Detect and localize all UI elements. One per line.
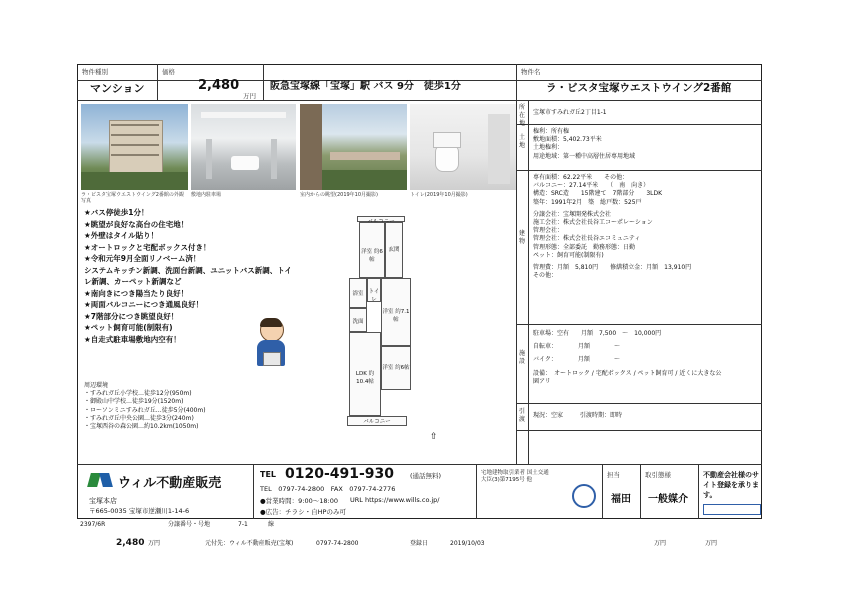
parking-photo — [191, 104, 296, 190]
floorplan-room: 玄関 — [385, 222, 403, 278]
deal-type: 一般媒介 — [648, 494, 688, 505]
land-details — [533, 128, 635, 161]
tel-fax: TEL 0797-74-2800 FAX 0797-74-2776 — [260, 485, 396, 493]
business-hours: ●営業時間：9:00～18:00 — [260, 497, 338, 505]
feature-item: ★バス停徒歩1分！ — [84, 208, 149, 217]
divider — [77, 464, 762, 465]
floorplan-room: トイレ — [367, 278, 381, 302]
feature-item: ★ペット飼育可能(制限有) — [84, 323, 173, 332]
license-text: 宅地建物取引業者 国土交通大臣(3)第7195号 他 — [481, 470, 549, 483]
divider — [157, 64, 158, 100]
surroundings-item: ・すみれガ丘中央公園…徒歩3分(240m) — [84, 414, 194, 422]
building-row: 築年：1991年2月 築 総戸数：525戸 — [533, 198, 642, 206]
toilet-photo — [410, 104, 516, 190]
building-row: バルコニー：27.14平米 （ 南 向き） — [533, 182, 650, 190]
divider — [263, 64, 264, 100]
feature-item: ★南向きにつき陽当たり良好！ — [84, 288, 189, 298]
building-row: 管理費：月額 5,810円 修繕積立金：月額 13,910円 — [533, 264, 692, 272]
association-seal-icon — [572, 484, 596, 508]
land-label: 土地 — [518, 134, 525, 149]
name-label: 物件名 — [521, 68, 541, 76]
site-badge — [703, 504, 761, 515]
staff-label: 担当 — [607, 471, 620, 479]
building-row: 管理形態：全部委託 勤務形態：日勤 — [533, 243, 636, 251]
building-details — [533, 174, 691, 280]
feature-item: ★令和元年9月全面リノベーム済！ — [84, 254, 201, 263]
branch-address: 〒665-0035 宝塚市逆瀬川1-14-6 — [89, 507, 190, 515]
tel-label: TEL — [260, 470, 277, 479]
facility-row: 園アリ — [533, 377, 551, 385]
divider — [602, 464, 603, 519]
feature-item: ★7階部分につき眺望良好！ — [84, 311, 179, 321]
land-row: 用途地域：第一種中高層住居専用地域 — [533, 152, 636, 160]
divider — [516, 403, 762, 404]
staff-name: 福田 — [611, 494, 631, 505]
divider — [698, 464, 699, 519]
divider — [516, 124, 762, 125]
floor-plan — [343, 216, 419, 444]
photo-caption: トイレ(2019年10月撮影) — [410, 192, 468, 198]
price-unit: 万円 — [243, 92, 256, 100]
bottom-price-unit: 万円 — [148, 540, 161, 547]
divider — [476, 464, 477, 519]
type-value: マンション — [90, 82, 145, 95]
divider — [516, 324, 762, 325]
divider — [77, 100, 762, 101]
promo-text: 不動産会社様のサイト登録を承ります。 — [703, 471, 759, 499]
north-arrow-icon: ⇧ — [430, 432, 438, 442]
current-status: 現況：空家 — [533, 412, 564, 419]
building-row: その他： — [533, 272, 558, 280]
facility-row: 設備： オートロック / 宅配ボックス / ペット飼育可 / 近くに大きな公 — [533, 369, 722, 377]
building-row: ペット：飼育可能(制限有) — [533, 251, 604, 259]
land-row: 敷地面積：5,402.73平米 — [533, 136, 602, 144]
building-label: 建物 — [518, 230, 525, 245]
floorplan-room: 洋室 約7.1帖 — [381, 278, 411, 346]
branch-name: 宝塚本店 — [89, 497, 117, 505]
bottom-unit-a: 万円 — [654, 540, 667, 547]
facilities-label: 施設 — [518, 350, 525, 365]
company-logo — [89, 470, 115, 490]
photo-caption: ラ・ビスタ宝塚ウエストウイング2番館の外観写真 — [81, 192, 184, 204]
divider — [516, 100, 517, 464]
source-tel: 0797-74-2800 — [316, 540, 359, 547]
bottom-price: 2,480 — [116, 538, 145, 548]
building-row: 管理会社： — [533, 227, 564, 235]
building-row: 専有面積：62.22平米 その他： — [533, 174, 629, 181]
feature-item: ★自走式駐車場敷地内空有！ — [84, 334, 181, 344]
feature-item: システムキッチン新調、洗面台新調、ユニットバス新調、トイ — [84, 265, 292, 275]
divider — [640, 464, 641, 519]
facilities-details — [533, 330, 721, 386]
access-info: 阪急宝塚線「宝塚」駅 バス 9分 徒歩1分 — [270, 81, 461, 92]
bottom-unit-b: 万円 — [705, 540, 718, 547]
divider — [253, 464, 254, 519]
feature-item: ★眺望が良好な高台の住宅地！ — [84, 219, 189, 229]
lot-number: 7-1 — [238, 521, 248, 528]
floorplan-room: バルコニー — [347, 416, 407, 426]
divider — [516, 64, 517, 100]
photo-caption: 室内からの眺望(2019年10月撮影) — [300, 192, 378, 198]
surroundings-item: ・宝塚西谷の森公園…約10.2km(1050m) — [84, 423, 199, 431]
property-name: ラ・ビスタ宝塚ウエストウイング2番館 — [546, 82, 732, 94]
price-value: 2,480 — [198, 78, 240, 93]
feature-item: ★オートロックと宅配ボックス付き！ — [84, 242, 211, 252]
floorplan-room: 洋室 約6帖 — [359, 222, 385, 278]
feature-item: レ新調、カーペット新調など — [84, 277, 182, 286]
registered-label: 登録日 — [410, 540, 429, 547]
feature-item: ★外壁はタイル貼り！ — [84, 231, 159, 240]
surroundings-item: ・ローソンミニすみれガ丘…徒歩5分(400m) — [84, 406, 206, 414]
divider — [516, 430, 762, 431]
surroundings-item: ・御殿山中学校…徒歩19分(1520m) — [84, 398, 184, 406]
surroundings-title: 周辺環境 — [84, 382, 109, 389]
facility-row: バイク： 月額 ～ — [533, 356, 620, 364]
exterior-photo — [81, 104, 188, 190]
location-label: 所在地 — [518, 104, 525, 127]
floorplan-room: LDK 約10.4帖 — [349, 332, 381, 416]
land-row: 土地権利： — [533, 144, 564, 152]
floorplan-room: 洋室 約6帖 — [381, 346, 411, 390]
price-label: 価格 — [162, 68, 175, 76]
photo-caption: 敷地内駐車場 — [191, 192, 222, 198]
building-row: 管理会社：株式会社長谷エコミュニティ — [533, 235, 641, 243]
tel-note: (通話無料) — [410, 472, 442, 480]
location-value: 宝塚市すみれガ丘2丁目1-1 — [533, 109, 607, 116]
floorplan-room: 浴室 — [349, 278, 367, 308]
handover-timing: 引渡時期：即時 — [580, 412, 623, 419]
divider — [528, 100, 529, 464]
registered-date: 2019/10/03 — [450, 540, 485, 547]
deal-label: 取引態様 — [645, 471, 671, 479]
lot-number-label: 分譲番号・号地 — [168, 521, 211, 528]
building-row: 施工会社：株式会社長谷工コーポレーション — [533, 219, 653, 227]
facility-row: 自転車： 月額 ～ — [533, 343, 621, 351]
ad-note: ●広告：チラシ・自HPのみ可 — [260, 508, 346, 516]
source-agent: 元付先：ウィル不動産販売(宝塚) — [205, 540, 294, 547]
divider — [516, 170, 762, 171]
website-url[interactable]: URL https://www.wills.co.jp/ — [350, 496, 440, 504]
surroundings — [84, 382, 206, 431]
sheet-id: 2397/6R — [80, 521, 106, 528]
feature-item: ★両面バルコニーにつき通風良好！ — [84, 300, 204, 309]
land-row: 権利：所有権 — [533, 128, 570, 135]
line-label: 線 — [268, 521, 275, 528]
tel-number[interactable]: 0120-491-930 — [285, 466, 395, 482]
building-row: 構造：SRC造 15階建て 7階部分 3LDK — [533, 190, 663, 198]
mascot-illustration — [255, 318, 289, 370]
handover-label: 引渡 — [518, 408, 525, 423]
surroundings-item: ・すみれガ丘小学校…徒歩12分(950m) — [84, 390, 192, 398]
company-name: ウィル不動産販売 — [118, 476, 222, 491]
view-photo — [300, 104, 407, 190]
building-row: 分譲会社：宝塚開発株式会社 — [533, 210, 612, 218]
floorplan-room: 洗面 — [349, 308, 367, 332]
type-label: 物件種別 — [82, 68, 108, 76]
facility-row: 駐車場：空有 月額 7,500 ～ 10,000円 — [533, 330, 662, 337]
